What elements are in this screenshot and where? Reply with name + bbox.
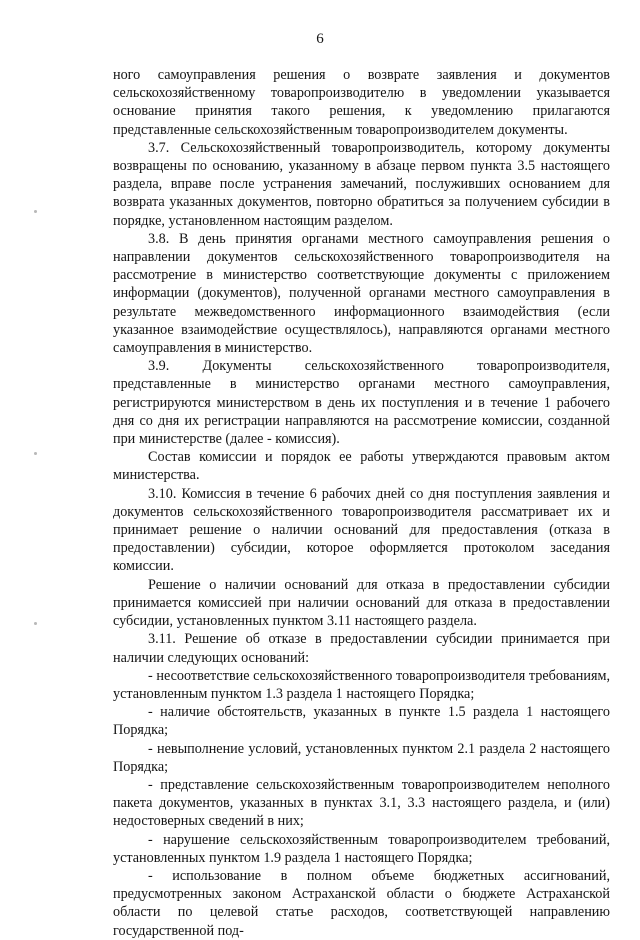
margin-speck (34, 452, 37, 455)
paragraph-3-9: 3.9. Документы сельскохозяйственного товаропроизводителя, представленные в министерство органами местного самоуправления, регистрируются министерством в день их поступления и в течение 1 рабочего дня со дня их регистрации направляются на рассмотрение комиссии, созданной при министерстве (далее - комиссия). (113, 358, 610, 448)
page-number: 6 (316, 31, 324, 47)
document-body (113, 66, 610, 940)
paragraph-3-10: 3.10. Комиссия в течение 6 рабочих дней со дня поступления заявления и документов сельскохозяйственного товаропроизводителя рассматривает их и принимает решение о наличии оснований для предоставления (отказа в предоставлении) субсидии, которое оформляется протоколом заседания комиссии. (113, 485, 610, 575)
paragraph-3-11: 3.11. Решение об отказе в предоставлении субсидии принимается при наличии следующих оснований: (113, 631, 610, 666)
margin-speck (34, 622, 37, 625)
list-item-ground: - представление сельскохозяйственным товаропроизводителем неполного пакета документов, указанных в пунктах 3.1, 3.3 настоящего раздела, и (или) недостоверных сведений в них; (113, 776, 610, 830)
list-item-ground: - невыполнение условий, установленных пунктом 2.1 раздела 2 настоящего Порядка; (113, 740, 610, 775)
paragraph-continuation: ного самоуправления решения о возврате заявления и документов сельскохозяйственному товаропроизводителю в уведомлении указывается основание принятия такого решения, к уведомлению прилагаются представленные сельскохозяйственным товаропроизводителем документы. (113, 67, 610, 138)
paragraph-3-7: 3.7. Сельскохозяйственный товаропроизводитель, которому документы возвращены по основанию, указанному в абзаце первом пункта 3.5 настоящего раздела, вправе после устранения замечаний, послуживших основанием для возврата указанных документов, повторно обратиться за получением субсидии в порядке, установленном настоящим разделом. (113, 139, 610, 229)
list-item-ground: - нарушение сельскохозяйственным товаропроизводителем требований, установленных пунктом 1.9 раздела 1 настоящего Порядка; (113, 831, 610, 866)
paragraph-3-8: 3.8. В день принятия органами местного самоуправления решения о направлении документов сельскохозяйственного товаропроизводителя на рассмотрение в министерство соответствующие документы с приложением информации (документов), полученной органами местного самоуправления в результате межведомственного информационного взаимодействия (если указанное взаимодействие осуществлялось), направляются органами местного самоуправления в министерство. (113, 230, 610, 357)
paragraph-refusal-decision: Решение о наличии оснований для отказа в предоставлении субсидии принимается комиссией при наличии оснований для отказа в предоставлении субсидии, установленных пунктом 3.11 настоящего раздела. (113, 576, 610, 630)
list-item-ground: - использование в полном объеме бюджетных ассигнований, предусмотренных законом Астраханской области о бюджете Астраханской области по целевой статье расходов, соответствующей направлению государственной под- (113, 867, 610, 939)
list-item-ground: - несоответствие сельскохозяйственного товаропроизводителя требованиям, установленным пунктом 1.3 раздела 1 настоящего Порядка; (113, 667, 610, 702)
list-item-ground: - наличие обстоятельств, указанных в пункте 1.5 раздела 1 настоящего Порядка; (113, 704, 610, 739)
margin-speck (34, 210, 37, 213)
paragraph-commission-composition: Состав комиссии и порядок ее работы утверждаются правовым актом министерства. (113, 449, 610, 484)
